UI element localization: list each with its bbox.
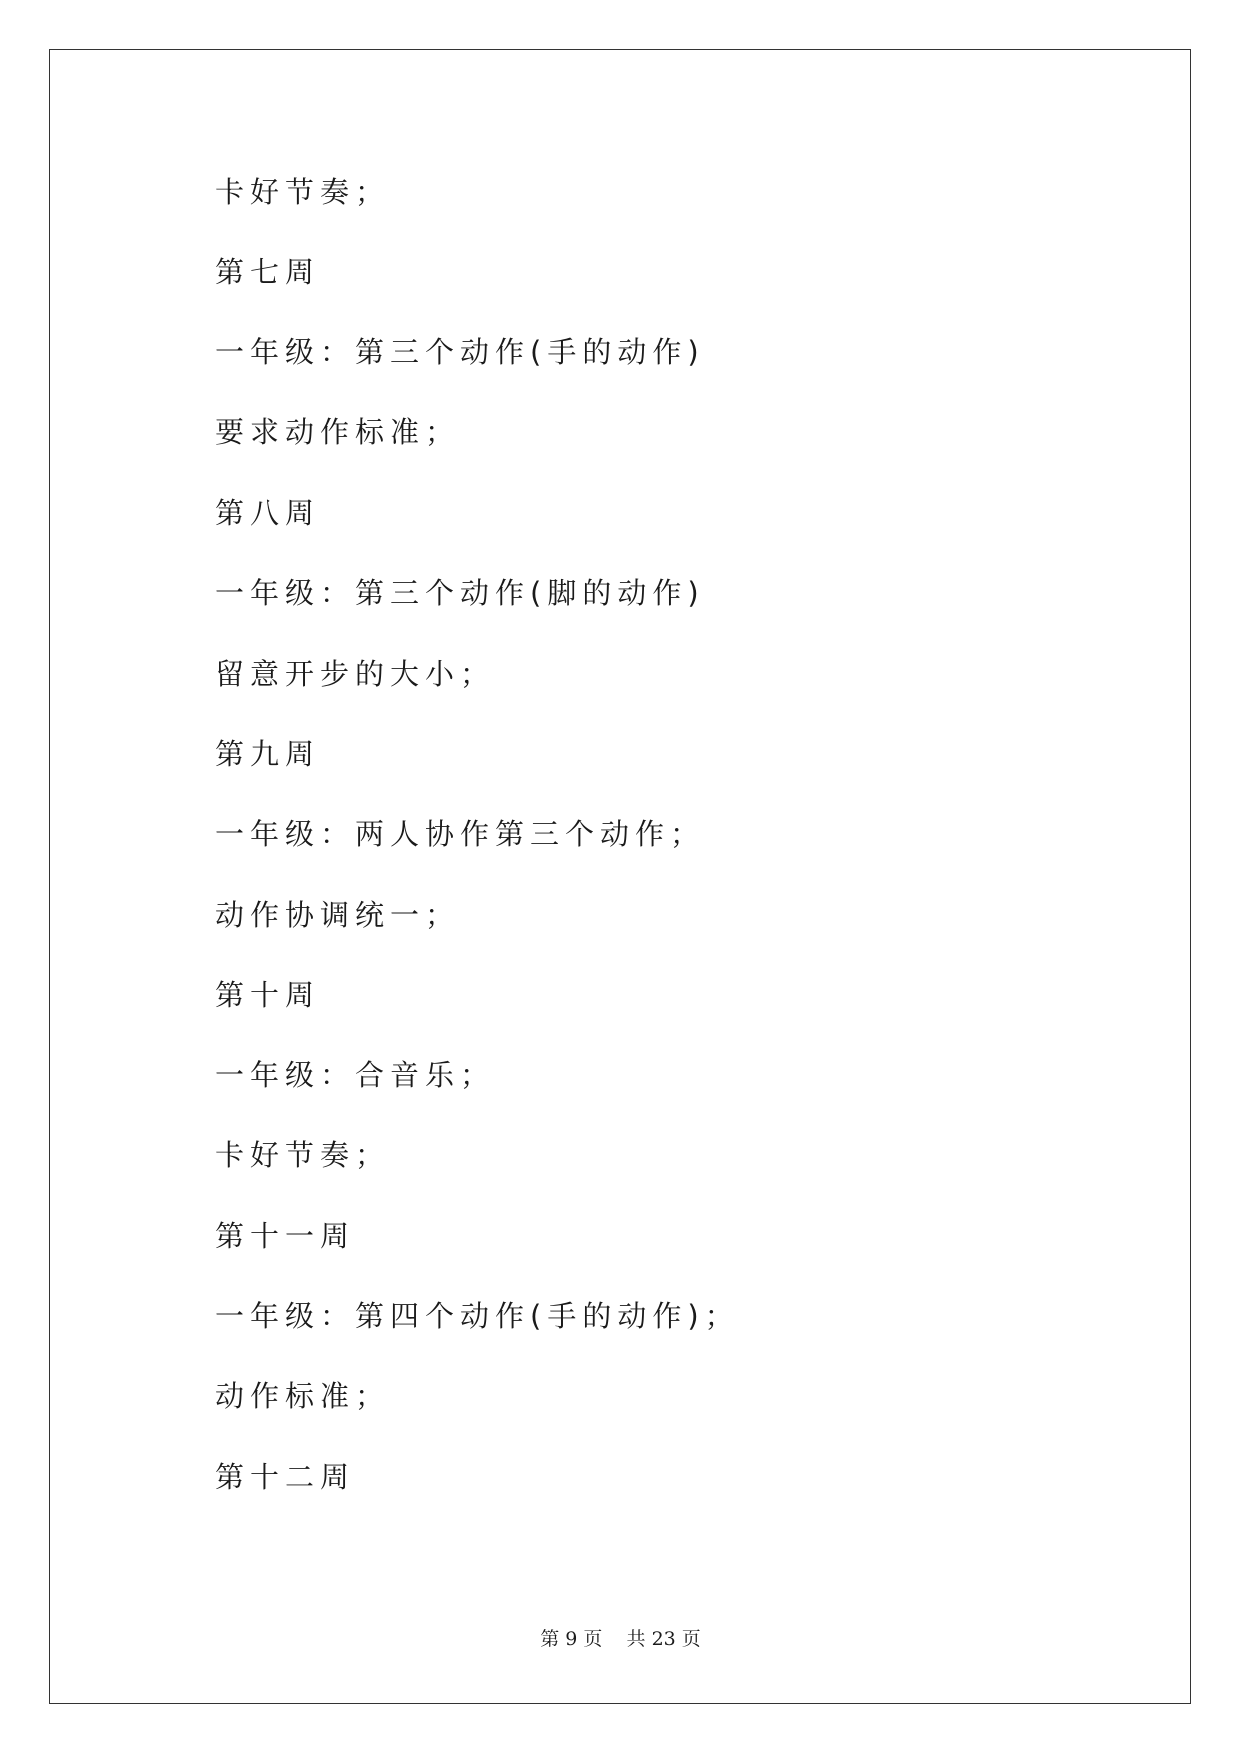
text-line: 动作协调统一； <box>215 898 461 932</box>
text-line: 卡好节奏； <box>215 1138 391 1172</box>
text-line: 一年级：合音乐； <box>215 1058 496 1092</box>
page-border <box>49 49 1191 1704</box>
page-number-footer: 第 9 页 共 23 页 <box>540 1628 701 1650</box>
text-line: 卡好节奏； <box>215 175 391 209</box>
text-line: 动作标准； <box>215 1379 391 1413</box>
text-line: 一年级：第四个动作(手的动作)； <box>215 1299 740 1333</box>
text-line: 一年级：第三个动作(脚的动作) <box>215 576 705 610</box>
text-line: 一年级：两人协作第三个动作； <box>215 817 706 851</box>
text-line: 第七周 <box>215 255 321 289</box>
text-line: 要求动作标准； <box>215 415 461 449</box>
text-line: 留意开步的大小； <box>215 657 496 691</box>
text-line: 第八周 <box>215 496 321 530</box>
text-line: 第十周 <box>215 978 321 1012</box>
text-line: 一年级：第三个动作(手的动作) <box>215 335 705 369</box>
text-line: 第九周 <box>215 737 321 771</box>
text-line: 第十二周 <box>215 1460 356 1494</box>
text-line: 第十一周 <box>215 1219 356 1253</box>
